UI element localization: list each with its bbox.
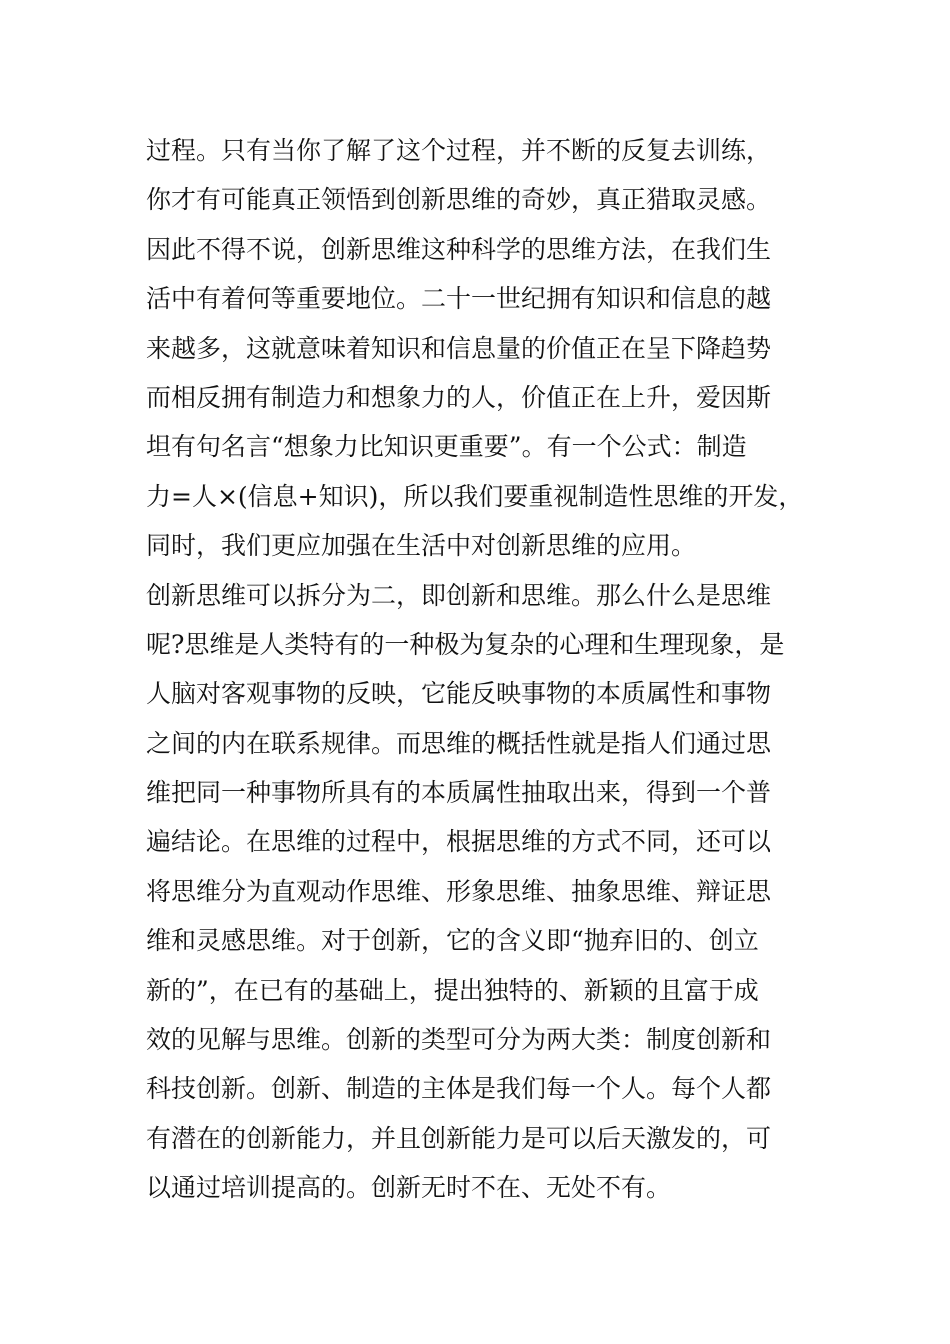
text-line: 活中有着何等重要地位。二十一世纪拥有知识和信息的越 [146, 284, 772, 314]
text-line: 力=人×(信息+知识)，所以我们要重视制造性思维的开发， [146, 481, 804, 511]
text-line: 有潜在的创新能力，并且创新能力是可以后天激发的，可 [146, 1123, 772, 1153]
text-line: 创新思维可以拆分为二，即创新和思维。那么什么是思维 [146, 580, 772, 610]
text-line: 呢?思维是人类特有的一种极为复杂的心理和生理现象，是 [146, 629, 785, 659]
text-line: 新的”，在已有的基础上，提出独特的、新颖的且富于成 [146, 975, 759, 1005]
text-line: 维把同一种事物所具有的本质属性抽取出来，得到一个普 [146, 778, 772, 808]
text-line: 过程。只有当你了解了这个过程，并不断的反复去训练， [146, 136, 772, 165]
body-text [146, 126, 846, 1213]
text-line: 之间的内在联系规律。而思维的概括性就是指人们通过思 [146, 728, 772, 758]
text-line: 坦有句名言“想象力比知识更重要”。有一个公式：制造 [146, 432, 747, 462]
text-line: 遍结论。在思维的过程中，根据思维的方式不同，还可以 [146, 827, 772, 857]
text-line: 同时，我们更应加强在生活中对创新思维的应用。 [146, 531, 697, 561]
text-line: 来越多，这就意味着知识和信息量的价值正在呈下降趋势 [146, 333, 772, 363]
text-line: 将思维分为直观动作思维、形象思维、抽象思维、辩证思 [146, 876, 772, 906]
text-line: 而相反拥有制造力和想象力的人，价值正在上升，爱因斯 [146, 382, 772, 412]
text-line: 人脑对客观事物的反映，它能反映事物的本质属性和事物 [146, 679, 772, 709]
text-line: 因此不得不说，创新思维这种科学的思维方法，在我们生 [146, 234, 772, 264]
text-line: 维和灵感思维。对于创新，它的含义即“抛弃旧的、创立 [146, 926, 759, 956]
text-line: 以通过培训提高的。创新无时不在、无处不有。 [146, 1173, 672, 1203]
text-line: 科技创新。创新、制造的主体是我们每一个人。每个人都 [146, 1074, 772, 1104]
text-line: 效的见解与思维。创新的类型可分为两大类：制度创新和 [146, 1025, 772, 1055]
text-line: 你才有可能真正领悟到创新思维的奇妙，真正猎取灵感。 [146, 185, 772, 215]
